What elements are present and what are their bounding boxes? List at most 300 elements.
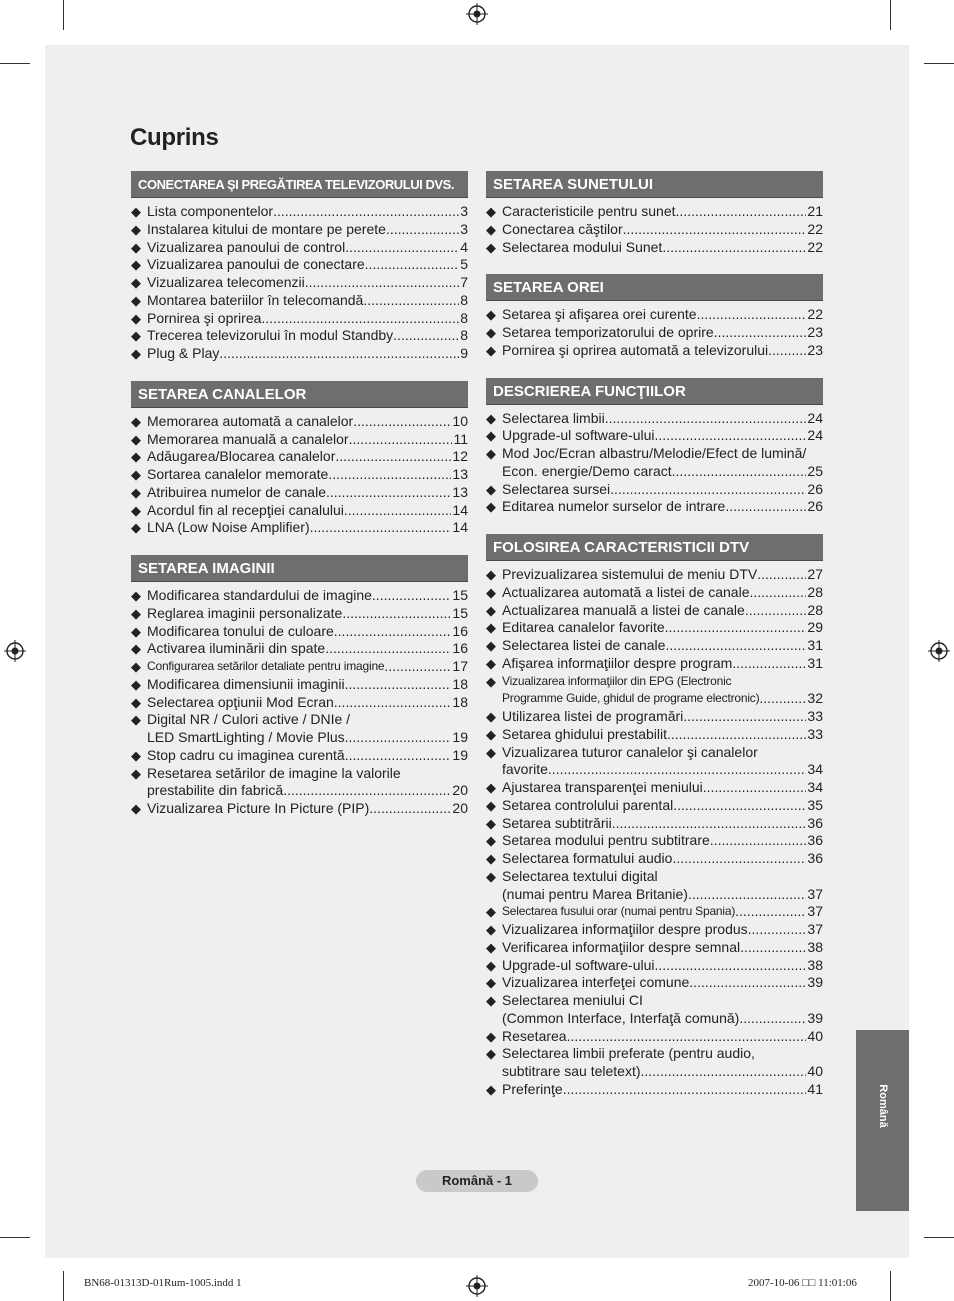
dot-leader — [740, 939, 806, 957]
toc-page-number: 14 — [452, 501, 468, 518]
dot-leader — [610, 481, 806, 499]
toc-entry — [486, 903, 823, 921]
diamond-bullet-icon: ◆ — [131, 588, 141, 603]
toc-entry-text: LNA (Low Noise Amplifier) — [147, 519, 310, 536]
diamond-bullet-icon: ◆ — [486, 410, 496, 426]
dot-leader — [386, 221, 459, 239]
dot-leader — [335, 448, 451, 466]
toc-entry-text: Selectarea formatului audio — [502, 850, 673, 866]
toc-entry-text: Setarea ghidului prestabilit — [502, 725, 667, 742]
toc-entry-text: Digital NR / Culori active / DNIe / — [147, 711, 351, 728]
toc-entry-text: Resetarea — [502, 1027, 567, 1044]
diamond-bullet-icon: ◆ — [486, 239, 496, 255]
diamond-bullet-icon: ◆ — [486, 957, 496, 973]
dot-leader — [283, 782, 451, 800]
diamond-bullet-icon: ◆ — [131, 502, 141, 518]
diamond-bullet-icon: ◆ — [131, 204, 141, 219]
section-heading: FOLOSIREA CARACTERISTICII DTV — [486, 534, 823, 561]
crop-mark — [0, 1237, 30, 1238]
toc-entry — [131, 605, 468, 623]
toc-entry — [131, 711, 468, 747]
toc-entry-text: Plug & Play — [147, 345, 220, 361]
dot-leader — [665, 619, 807, 637]
toc-entry-text: Selectarea meniului CI — [502, 992, 643, 1008]
toc-entry-text: Stop cadru cu imaginea curentă — [147, 746, 345, 763]
section-heading: SETAREA SUNETULUI — [486, 171, 823, 198]
diamond-bullet-icon: ◆ — [131, 292, 141, 308]
diamond-bullet-icon: ◆ — [486, 833, 496, 849]
toc-entry-text: Caracteristicile pentru sunet — [502, 203, 676, 219]
diamond-bullet-icon: ◆ — [486, 342, 496, 358]
toc-page-number: 26 — [807, 480, 823, 497]
diamond-bullet-icon: ◆ — [486, 638, 496, 653]
toc-entry-text: Actualizarea manuală a listei de canale — [502, 601, 745, 618]
toc-page-number: 5 — [460, 256, 468, 273]
diamond-bullet-icon: ◆ — [131, 413, 141, 429]
diamond-bullet-icon: ◆ — [486, 1081, 496, 1097]
toc-entry-text: Pornirea şi oprirea — [147, 309, 262, 326]
toc-page-number: 19 — [452, 729, 468, 745]
toc-page-number: 8 — [460, 291, 468, 308]
diamond-bullet-icon: ◆ — [486, 602, 496, 618]
crop-mark — [890, 0, 891, 30]
diamond-bullet-icon: ◆ — [486, 975, 496, 991]
toc-entry-text: Verificarea informaţiilor despre semnal — [502, 938, 741, 955]
dot-leader — [673, 797, 806, 815]
toc-entry-text: Modificarea tonului de culoare — [147, 622, 334, 639]
toc-page-number: 37 — [807, 885, 823, 902]
dot-leader — [676, 463, 807, 481]
toc-entry — [131, 765, 468, 801]
toc-page-number: 20 — [452, 782, 468, 799]
diamond-bullet-icon: ◆ — [486, 428, 496, 444]
toc-entry — [486, 239, 823, 257]
diamond-bullet-icon: ◆ — [486, 1028, 496, 1044]
diamond-bullet-icon: ◆ — [131, 449, 141, 465]
toc-page-number: 17 — [452, 658, 468, 674]
toc-entry — [486, 221, 823, 239]
diamond-bullet-icon: ◆ — [486, 815, 496, 831]
registration-mark-icon — [466, 1275, 488, 1297]
toc-page-number: 15 — [452, 604, 468, 621]
dot-leader — [745, 602, 807, 620]
toc-entry — [131, 292, 468, 310]
diamond-bullet-icon: ◆ — [131, 747, 141, 763]
toc-entry — [486, 637, 823, 655]
dot-leader — [710, 832, 807, 850]
dot-leader — [353, 413, 451, 431]
diamond-bullet-icon: ◆ — [131, 221, 141, 237]
dot-leader — [672, 850, 806, 868]
page-title: Cuprins — [130, 124, 219, 151]
toc-entry-text: Ajustarea transparenţei meniului — [502, 779, 703, 795]
dot-leader — [567, 1028, 807, 1046]
toc-entry-text: Vizualizarea panoului de conectare — [147, 256, 365, 273]
toc-page-number: 29 — [807, 619, 823, 636]
dot-leader — [748, 921, 807, 939]
dot-leader — [623, 221, 807, 239]
diamond-bullet-icon: ◆ — [131, 310, 141, 326]
toc-entry-text: Pornirea şi oprirea automată a televizorului — [502, 341, 769, 358]
toc-entry-text: Conectarea căştilor — [502, 220, 623, 237]
toc-entry — [486, 203, 823, 221]
toc-entry-text: Programme Guide, ghidul de programe electronic) — [502, 691, 760, 706]
toc-page-number: 13 — [452, 483, 468, 500]
toc-entry — [486, 939, 823, 957]
diamond-bullet-icon: ◆ — [131, 484, 141, 500]
toc-page-number: 40 — [807, 1063, 823, 1079]
toc-page-number: 28 — [807, 583, 823, 600]
toc-entry — [486, 921, 823, 939]
diamond-bullet-icon: ◆ — [131, 712, 141, 728]
toc-entry-text: Configurarea setărilor detaliate pentru imagine — [147, 659, 385, 673]
section-heading: DESCRIEREA FUNCŢIILOR — [486, 378, 823, 405]
toc-page-number: 16 — [452, 640, 468, 657]
toc-entry — [486, 1045, 823, 1081]
toc-page-number: 34 — [807, 779, 823, 795]
toc-section — [486, 171, 823, 256]
toc-entry — [486, 673, 823, 709]
diamond-bullet-icon: ◆ — [131, 694, 141, 710]
footer-file-info: BN68-01313D-01Rum-1005.indd 1 — [84, 1277, 242, 1289]
dot-leader — [662, 239, 806, 257]
toc-page-number: 38 — [807, 956, 823, 973]
diamond-bullet-icon: ◆ — [131, 467, 141, 482]
toc-entry-text: Editarea canalelor favorite — [502, 619, 665, 636]
toc-entry — [131, 502, 468, 520]
toc-page-number: 38 — [807, 938, 823, 955]
toc-entry — [131, 747, 468, 765]
toc-entry-text: Selectarea fusului orar (numai pentru Spania) — [502, 904, 736, 919]
toc-entry-text: Utilizarea listei de programări — [502, 708, 684, 724]
toc-entry — [131, 658, 468, 676]
dot-leader — [372, 587, 452, 605]
crop-mark — [924, 1237, 954, 1238]
diamond-bullet-icon: ◆ — [486, 325, 496, 340]
toc-entry — [486, 708, 823, 726]
diamond-bullet-icon: ◆ — [486, 993, 496, 1008]
dot-leader — [345, 676, 452, 694]
toc-entry-text: Sortarea canalelor memorate — [147, 466, 329, 482]
toc-list — [486, 561, 823, 1099]
section-heading: SETAREA IMAGINII — [131, 555, 468, 582]
toc-entry — [131, 800, 468, 818]
dot-leader — [328, 466, 451, 484]
toc-page-number: 23 — [807, 341, 823, 358]
diamond-bullet-icon: ◆ — [486, 307, 496, 323]
crop-mark — [63, 0, 64, 30]
toc-entry-text: Setarea şi afişarea orei curente — [502, 306, 697, 323]
toc-entry-text: Setarea subtitrării — [502, 814, 612, 831]
footer-timestamp: 2007-10-06 □□ 11:01:06 — [748, 1277, 857, 1289]
toc-page-number: 37 — [807, 921, 823, 937]
toc-entry — [486, 602, 823, 620]
section-heading: SETAREA OREI — [486, 274, 823, 301]
toc-entry — [486, 410, 823, 428]
diamond-bullet-icon: ◆ — [486, 204, 496, 219]
toc-list — [131, 582, 468, 818]
toc-page-number: 8 — [460, 327, 468, 344]
toc-entry-text: Selectarea limbii — [502, 409, 605, 426]
toc-list — [486, 405, 823, 517]
toc-entry — [131, 327, 468, 345]
toc-entry — [486, 1081, 823, 1099]
toc-entry-text: Previzualizarea sistemului de meniu DTV — [502, 566, 758, 582]
diamond-bullet-icon: ◆ — [486, 673, 496, 689]
diamond-bullet-icon: ◆ — [131, 431, 141, 447]
toc-entry-text: Selectarea modului Sunet — [502, 238, 663, 255]
diamond-bullet-icon: ◆ — [486, 726, 496, 742]
toc-entry-text: Modificarea standardului de imagine — [147, 587, 372, 603]
toc-entry — [131, 239, 468, 257]
toc-entry-text: Memorarea manuală a canalelor — [147, 430, 349, 447]
toc-page-number: 18 — [452, 693, 468, 710]
toc-entry-text: Vizualizarea tuturor canalelor şi canalelor — [502, 743, 758, 760]
toc-entry — [131, 345, 468, 363]
toc-entry-text: Upgrade-ul software-ului — [502, 956, 655, 973]
toc-page-number: 27 — [807, 566, 823, 582]
toc-entry-text: (Common Interface, Interfaţă comună) — [502, 1009, 740, 1026]
crop-mark — [924, 63, 954, 64]
dot-leader — [548, 761, 807, 779]
toc-list — [486, 198, 823, 256]
toc-page-number: 33 — [807, 708, 823, 724]
diamond-bullet-icon: ◆ — [486, 567, 496, 582]
toc-entry — [131, 413, 468, 431]
section-heading: SETAREA CANALELOR — [131, 381, 468, 408]
diamond-bullet-icon: ◆ — [131, 605, 141, 621]
toc-entry — [486, 427, 823, 445]
diamond-bullet-icon: ◆ — [486, 851, 496, 866]
toc-page-number: 10 — [452, 412, 468, 429]
toc-page-number: 16 — [452, 622, 468, 639]
dot-leader — [714, 324, 807, 342]
toc-entry-text: Resetarea setărilor de imagine la valorile — [147, 764, 401, 781]
diamond-bullet-icon: ◆ — [131, 275, 141, 290]
toc-entry-text: Vizualizarea interfeţei comune — [502, 974, 690, 991]
diamond-bullet-icon: ◆ — [131, 676, 141, 692]
toc-section — [486, 534, 823, 1099]
diamond-bullet-icon: ◆ — [131, 623, 141, 639]
diamond-bullet-icon: ◆ — [131, 239, 141, 255]
dot-leader — [759, 690, 806, 708]
toc-page-number: 24 — [807, 427, 823, 444]
toc-entry — [131, 694, 468, 712]
toc-entry — [486, 584, 823, 602]
dot-leader — [725, 498, 806, 516]
diamond-bullet-icon: ◆ — [486, 620, 496, 636]
toc-entry-text: Instalarea kitului de montare pe perete — [147, 220, 386, 237]
dot-leader — [689, 974, 806, 992]
dot-leader — [344, 502, 452, 520]
toc-entry-text: Afişarea informaţiilor despre program — [502, 654, 733, 671]
dot-leader — [310, 519, 452, 537]
toc-entry — [486, 342, 823, 360]
toc-entry — [131, 274, 468, 292]
dot-leader — [655, 427, 807, 445]
dot-leader — [349, 431, 453, 449]
dot-leader — [345, 747, 452, 765]
diamond-bullet-icon: ◆ — [486, 499, 496, 515]
toc-entry — [131, 484, 468, 502]
crop-mark — [63, 1271, 64, 1301]
toc-entry-text: Acordul fin al recepţiei canalului — [147, 501, 344, 518]
toc-entry-text: Editarea numelor surselor de intrare — [502, 498, 726, 515]
toc-page-number: 8 — [460, 309, 468, 326]
toc-page-number: 26 — [807, 498, 823, 515]
toc-page-number: 36 — [807, 814, 823, 831]
toc-page-number: 36 — [807, 850, 823, 866]
toc-entry — [486, 726, 823, 744]
dot-leader — [219, 345, 459, 363]
diamond-bullet-icon: ◆ — [131, 765, 141, 781]
diamond-bullet-icon: ◆ — [131, 520, 141, 536]
diamond-bullet-icon: ◆ — [486, 868, 496, 884]
toc-section — [486, 378, 823, 517]
toc-page-number: 31 — [807, 654, 823, 671]
dot-leader — [325, 640, 451, 658]
page-number-badge: Română - 1 — [416, 1170, 538, 1192]
toc-entry — [486, 850, 823, 868]
toc-entry-text: Selectarea textului digital — [502, 867, 658, 884]
dot-leader — [605, 410, 807, 428]
toc-page-number: 41 — [807, 1080, 823, 1097]
crop-mark — [890, 1271, 891, 1301]
toc-entry-text: subtitrare sau teletext) — [502, 1063, 641, 1079]
dot-leader — [655, 957, 807, 975]
toc-page-number: 15 — [452, 587, 468, 603]
toc-page-number: 23 — [807, 324, 823, 340]
diamond-bullet-icon: ◆ — [486, 584, 496, 600]
section-heading: CONECTAREA ŞI PREGĂTIREA TELEVIZORULUI DVS. — [131, 171, 468, 198]
toc-entry — [131, 623, 468, 641]
toc-page-number: 21 — [807, 203, 823, 219]
toc-page-number: 20 — [452, 800, 468, 816]
dot-leader — [334, 623, 452, 641]
dot-leader — [334, 694, 452, 712]
toc-entry-text: Setarea modului pentru subtitrare — [502, 832, 710, 849]
dot-leader — [697, 306, 807, 324]
toc-page-number: 11 — [453, 430, 468, 447]
toc-page-number: 19 — [452, 746, 468, 763]
crop-mark — [0, 63, 30, 64]
toc-page-number: 34 — [807, 761, 823, 778]
toc-entry-text: Adăugarea/Blocarea canalelor — [147, 448, 336, 465]
diamond-bullet-icon: ◆ — [486, 221, 496, 237]
toc-entry-text: LED SmartLighting / Movie Plus — [147, 729, 345, 745]
diamond-bullet-icon: ◆ — [486, 922, 496, 937]
dot-leader — [641, 1063, 807, 1081]
dot-leader — [749, 584, 806, 602]
toc-page-number: 24 — [807, 409, 823, 426]
dot-leader — [667, 726, 806, 744]
toc-entry-text: Reglarea imaginii personalizate — [147, 604, 343, 621]
toc-page-number: 18 — [452, 675, 468, 692]
toc-entry-text: Setarea temporizatorului de oprire — [502, 324, 714, 340]
toc-entry-text: Vizualizarea panoului de control — [147, 238, 346, 255]
dot-leader — [345, 729, 452, 747]
toc-entry-text: Selectarea limbii preferate (pentru audio, — [502, 1045, 755, 1062]
dot-leader — [703, 779, 807, 797]
toc-entry-text: Selectarea listei de canale — [502, 637, 666, 653]
toc-page-number: 3 — [460, 220, 468, 237]
toc-entry — [131, 448, 468, 466]
toc-entry — [486, 1028, 823, 1046]
toc-entry-text: Vizualizarea informaţiilor din EPG (Electronic — [502, 673, 732, 688]
toc-section — [131, 171, 468, 363]
registration-mark-icon — [466, 3, 488, 25]
dot-leader — [676, 203, 807, 221]
dot-leader — [688, 886, 806, 904]
toc-entry — [486, 619, 823, 637]
toc-page-number: 32 — [807, 690, 823, 707]
toc-list — [486, 301, 823, 359]
diamond-bullet-icon: ◆ — [131, 641, 141, 657]
toc-entry — [486, 779, 823, 797]
toc-entry-text: favorite — [502, 761, 548, 778]
toc-entry — [131, 221, 468, 239]
dot-leader — [363, 292, 459, 310]
toc-list — [131, 198, 468, 363]
toc-page-number: 4 — [460, 238, 468, 255]
dot-leader — [683, 708, 806, 726]
dot-leader — [342, 605, 451, 623]
toc-page-number: 22 — [807, 306, 823, 323]
toc-entry-text: Setarea controlului parental — [502, 796, 674, 813]
toc-entry — [486, 832, 823, 850]
toc-section — [131, 555, 468, 818]
toc-page-number: 40 — [807, 1027, 823, 1044]
registration-mark-icon — [928, 640, 950, 662]
diamond-bullet-icon: ◆ — [486, 797, 496, 813]
dot-leader — [326, 484, 451, 502]
toc-section — [486, 274, 823, 359]
diamond-bullet-icon: ◆ — [486, 481, 496, 497]
diamond-bullet-icon: ◆ — [131, 659, 141, 674]
toc-page-number: 3 — [460, 203, 468, 219]
toc-entry-text: Upgrade-ul software-ului — [502, 427, 655, 444]
toc-entry — [131, 466, 468, 484]
toc-entry — [486, 797, 823, 815]
toc-entry — [131, 587, 468, 605]
toc-entry-text: Preferinţe — [502, 1080, 563, 1097]
toc-entry — [486, 655, 823, 673]
diamond-bullet-icon: ◆ — [131, 328, 141, 344]
dot-leader — [305, 274, 459, 292]
dot-leader — [273, 203, 459, 221]
toc-entry — [131, 431, 468, 449]
dot-leader — [732, 655, 806, 673]
diamond-bullet-icon: ◆ — [486, 709, 496, 724]
dot-leader — [369, 800, 451, 818]
toc-right-column — [486, 171, 823, 1099]
toc-page-number: 36 — [807, 832, 823, 849]
diamond-bullet-icon: ◆ — [486, 1046, 496, 1062]
dot-leader — [739, 1010, 806, 1028]
dot-leader — [261, 310, 459, 328]
toc-entry-text: Mod Joc/Ecran albastru/Melodie/Efect de lumină/ — [502, 445, 807, 461]
diamond-bullet-icon: ◆ — [131, 801, 141, 816]
toc-page-number: 37 — [807, 903, 823, 920]
toc-entry — [131, 203, 468, 221]
toc-entry-text: Activarea iluminării din spate — [147, 640, 326, 657]
dot-leader — [393, 327, 459, 345]
toc-entry — [486, 992, 823, 1028]
toc-entry-text: Vizualizarea telecomenzii — [147, 274, 305, 290]
toc-list — [131, 408, 468, 537]
toc-entry-text: Montarea bateriilor în telecomandă — [147, 291, 364, 308]
toc-entry-text: Selectarea sursei — [502, 480, 611, 497]
